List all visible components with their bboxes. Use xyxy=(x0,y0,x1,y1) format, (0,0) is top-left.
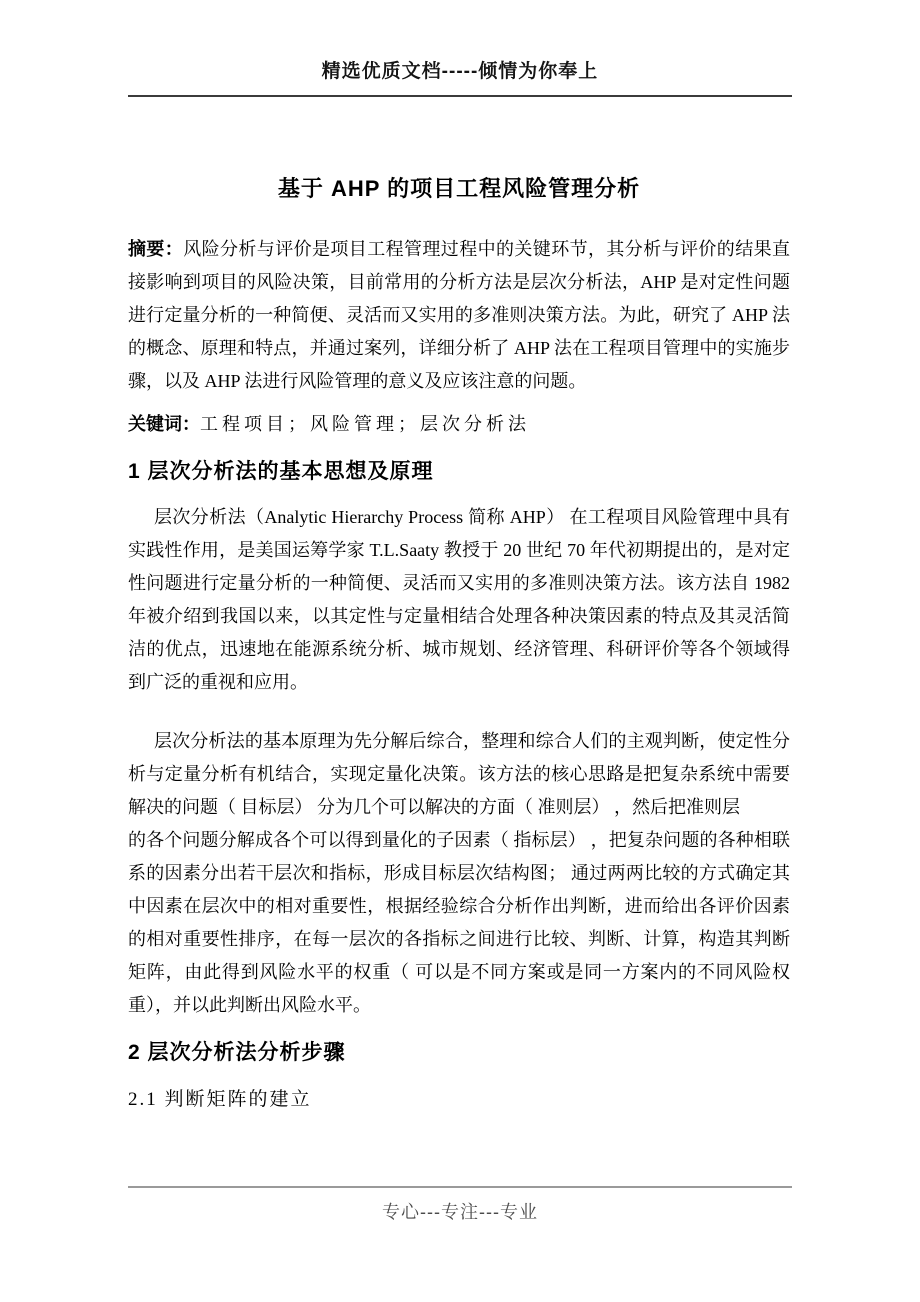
page-header xyxy=(128,0,792,97)
footer-slogan: 专心---专注---专业 xyxy=(382,1202,538,1222)
abstract-text: 风险分析与评价是项目工程管理过程中的关键环节，其分析与评价的结果直接影响到项目的风险决策，目前常用的分析方法是层次分析法，AHP 是对定性问题进行定量分析的一种简便、灵活而又实用的多准则决策方法。为此，研究了 AHP 法的概念、原理和特点，并通过案列，详细分析了 AHP 法在工程项目管理中的实施步骤，以及 AHP 法进行风险管理的意义及应该注意的问题。 xyxy=(128,239,790,391)
abstract-paragraph xyxy=(128,233,790,398)
document-content xyxy=(128,148,790,1206)
document-title: 基于 AHP 的项目工程风险管理分析 xyxy=(277,176,641,201)
section-1-paragraph-2: 层次分析法的基本原理为先分解后综合，整理和综合人们的主观判断，使定性分析与定量分析有机结合，实现定量化决策。该方法的核心思路是把复杂系统中需要解决的问题（ 目标层） 分为几个可以解决的方面（ 准则层） ，然后把准则层 xyxy=(128,731,790,817)
keywords-line xyxy=(128,408,790,441)
section-2-heading: 2 层次分析法分析步骤 xyxy=(128,1041,346,1064)
section-1-paragraph-3: 的各个问题分解成各个可以得到量化的子因素（ 指标层） ，把复杂问题的各种相联系的因素分出若干层次和指标，形成目标层次结构图； 通过两两比较的方式确定其中因素在层次中的相对重要性，根据经验综合分析作出判断，进而给出各评价因素的相对重要性排序，在每一层次的各指标之间进行比较、判断、计算，构造其判断矩阵，由此得到风险水平的权重（ 可以是不同方案或是同一方案内的不同风险权重），并以此判断出风险水平。 xyxy=(128,830,790,1015)
keywords-text: 工程项目；风险管理；层次分析法 xyxy=(200,414,530,434)
section-1-paragraph-1: 层次分析法（Analytic Hierarchy Process 简称 AHP） 在工程项目风险管理中具有实践性作用，是美国运筹学家 T.L.Saaty 教授于 20 世纪 70 年代初期提出的，是对定性问题进行定量分析的一种简便、灵活而又实用的多准则决策方法。该方法自 1982 年被介绍到我国以来，以其定性与定量相结合处理各种决策因素的特点及其灵活简洁的优点，迅速地在能源系统分析、城市规划、经济管理、科研评价等各个领域得到广泛的重视和应用。 xyxy=(128,507,790,692)
section-1-heading: 1 层次分析法的基本思想及原理 xyxy=(128,460,434,483)
abstract-label: 摘要： xyxy=(128,239,184,259)
section-2-1-subheading: 2.1 判断矩阵的建立 xyxy=(128,1089,312,1110)
page-footer xyxy=(128,1186,792,1224)
keywords-label: 关键词： xyxy=(128,414,200,434)
header-slogan: 精选优质文档-----倾情为你奉上 xyxy=(321,61,599,82)
